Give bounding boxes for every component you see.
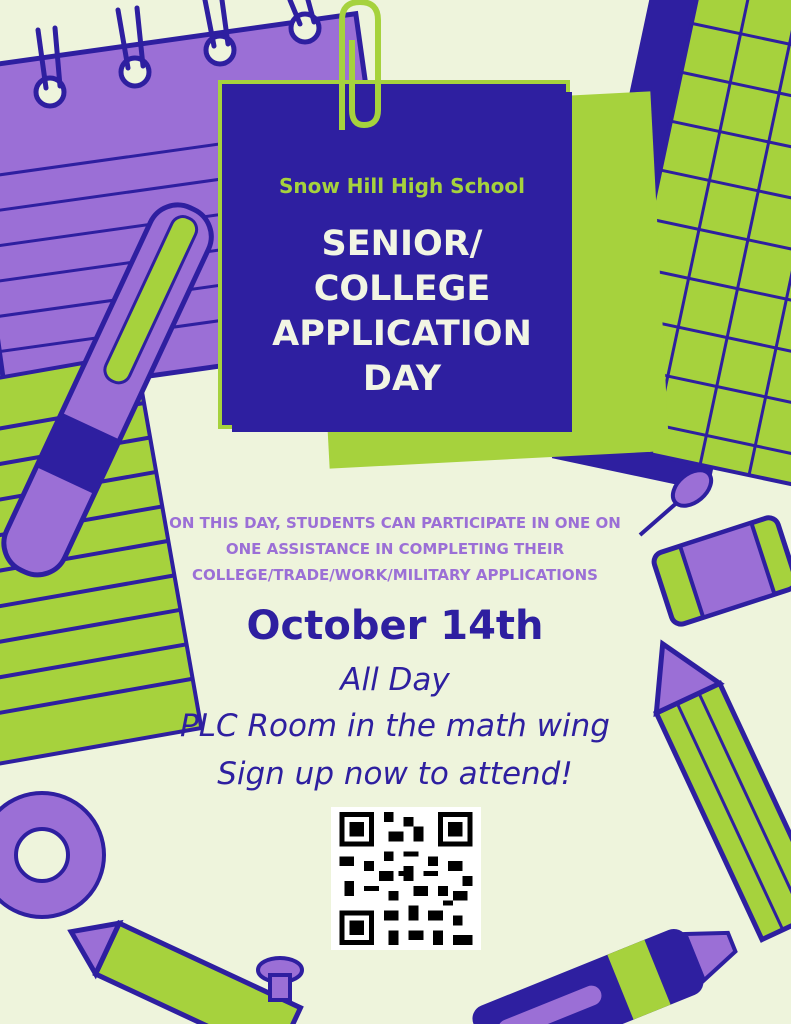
event-time: All Day <box>340 662 450 698</box>
event-description: ON THIS DAY, STUDENTS CAN PARTICIPATE IN ONE ON ONE ASSISTANCE IN COMPLETING THEIR COLLEGE/TRADE/WORK/MILITARY APPLICATIONS <box>169 514 621 584</box>
headline: SENIOR/ COLLEGE APPLICATION DAY <box>272 224 532 399</box>
event-date: October 14th <box>246 603 544 649</box>
eraser-icon <box>652 515 791 627</box>
tape-roll-icon <box>0 793 104 917</box>
qr-code-icon[interactable] <box>331 807 481 950</box>
school-name: Snow Hill High School <box>278 174 526 198</box>
marker-icon <box>468 910 745 1024</box>
call-to-action: Sign up now to attend! <box>217 756 573 792</box>
event-location: PLC Room in the math wing <box>180 708 610 744</box>
